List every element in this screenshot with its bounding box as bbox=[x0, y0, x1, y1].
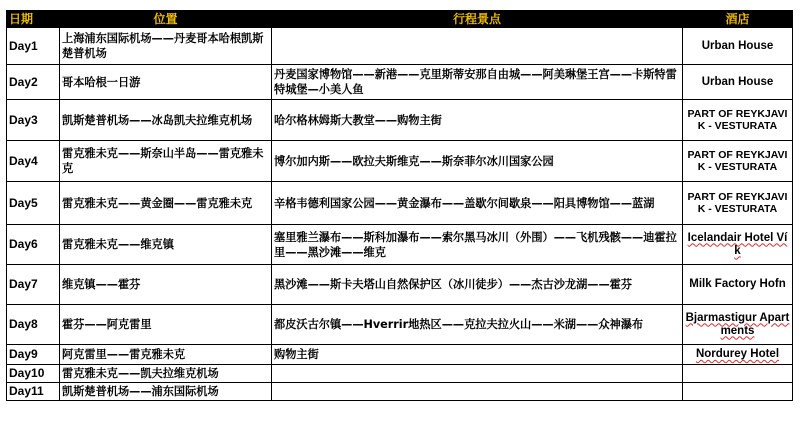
hotel-cell bbox=[683, 383, 793, 401]
itinerary-cell: 博尔加内斯——欧拉夫斯维克——斯奈菲尔冰川国家公园 bbox=[272, 141, 683, 182]
table-row bbox=[7, 365, 793, 383]
header-row bbox=[7, 11, 793, 28]
day-cell: Day8 bbox=[7, 305, 60, 345]
itinerary-cell bbox=[272, 28, 683, 65]
table-row bbox=[7, 345, 793, 365]
location-cell: 凯斯楚普机场——浦东国际机场 bbox=[60, 383, 272, 401]
day-cell: Day10 bbox=[7, 365, 60, 383]
hotel-cell: Urban House bbox=[683, 65, 793, 100]
day-cell: Day2 bbox=[7, 65, 60, 100]
day-cell: Day3 bbox=[7, 100, 60, 141]
day-cell: Day11 bbox=[7, 383, 60, 401]
header-location: 位置 bbox=[60, 11, 272, 28]
hotel-name-text: Bjarmastigur Apartments bbox=[685, 311, 790, 337]
hotel-cell: Milk Factory Hofn bbox=[683, 265, 793, 305]
hotel-cell bbox=[683, 305, 793, 345]
hotel-cell bbox=[683, 225, 793, 265]
day-cell: Day9 bbox=[7, 345, 60, 365]
hotel-cell: Urban House bbox=[683, 28, 793, 65]
itinerary-cell bbox=[272, 365, 683, 383]
itinerary-table bbox=[6, 10, 793, 401]
table-row bbox=[7, 28, 793, 65]
table-row bbox=[7, 182, 793, 225]
hotel-name-text: Icelandair Hotel Vík bbox=[687, 231, 788, 257]
table-row bbox=[7, 65, 793, 100]
header-hotel: 酒店 bbox=[683, 11, 793, 28]
table-row bbox=[7, 305, 793, 345]
itinerary-cell: 丹麦国家博物馆——新港——克里斯蒂安那自由城——阿美琳堡王宫——卡斯特雷特城堡—小美人鱼 bbox=[272, 65, 683, 100]
day-cell: Day5 bbox=[7, 182, 60, 225]
location-cell: 雷克雅未克——凯夫拉维克机场 bbox=[60, 365, 272, 383]
location-cell: 雷克雅未克——维克镇 bbox=[60, 225, 272, 265]
hotel-cell bbox=[683, 365, 793, 383]
table-row bbox=[7, 383, 793, 401]
itinerary-cell: 辛格韦德利国家公园——黄金瀑布——盖歇尔间歇泉——阳具博物馆——蓝湖 bbox=[272, 182, 683, 225]
day-cell: Day1 bbox=[7, 28, 60, 65]
table-row bbox=[7, 100, 793, 141]
itinerary-cell: 都皮沃古尔镇——Hverrir地热区——克拉夫拉火山——米湖——众神瀑布 bbox=[272, 305, 683, 345]
header-itinerary: 行程景点 bbox=[272, 11, 683, 28]
location-cell: 霍芬——阿克雷里 bbox=[60, 305, 272, 345]
hotel-cell: PART OF REYKJAVIK - VESTURATA bbox=[683, 141, 793, 182]
itinerary-cell: 购物主街 bbox=[272, 345, 683, 365]
location-cell: 雷克雅未克——斯奈山半岛——雷克雅未克 bbox=[60, 141, 272, 182]
header-day: 日期 bbox=[7, 11, 60, 28]
table-row bbox=[7, 141, 793, 182]
itinerary-cell: 哈尔格林姆斯大教堂——购物主街 bbox=[272, 100, 683, 141]
day-cell: Day7 bbox=[7, 265, 60, 305]
table-row bbox=[7, 265, 793, 305]
itinerary-cell: 塞里雅兰瀑布——斯科加瀑布——索尔黑马冰川（外围）——飞机残骸——迪霍拉里——黑沙滩——维克 bbox=[272, 225, 683, 265]
table-row bbox=[7, 225, 793, 265]
itinerary-table-wrapper bbox=[6, 10, 792, 401]
hotel-cell: PART OF REYKJAVIK - VESTURATA bbox=[683, 100, 793, 141]
location-cell: 阿克雷里——雷克雅未克 bbox=[60, 345, 272, 365]
location-cell: 维克镇——霍芬 bbox=[60, 265, 272, 305]
location-cell: 雷克雅未克——黄金圈——雷克雅未克 bbox=[60, 182, 272, 225]
hotel-name-text: Nordurey Hotel bbox=[695, 348, 780, 360]
itinerary-cell bbox=[272, 383, 683, 401]
location-cell: 凯斯楚普机场——冰岛凯夫拉维克机场 bbox=[60, 100, 272, 141]
day-cell: Day4 bbox=[7, 141, 60, 182]
location-cell: 上海浦东国际机场——丹麦哥本哈根凯斯楚普机场 bbox=[60, 28, 272, 65]
day-cell: Day6 bbox=[7, 225, 60, 265]
itinerary-cell: 黑沙滩——斯卡夫塔山自然保护区（冰川徒步）——杰古沙龙湖——霍芬 bbox=[272, 265, 683, 305]
location-cell: 哥本哈根一日游 bbox=[60, 65, 272, 100]
hotel-cell bbox=[683, 345, 793, 365]
hotel-cell: PART OF REYKJAVIK - VESTURATA bbox=[683, 182, 793, 225]
